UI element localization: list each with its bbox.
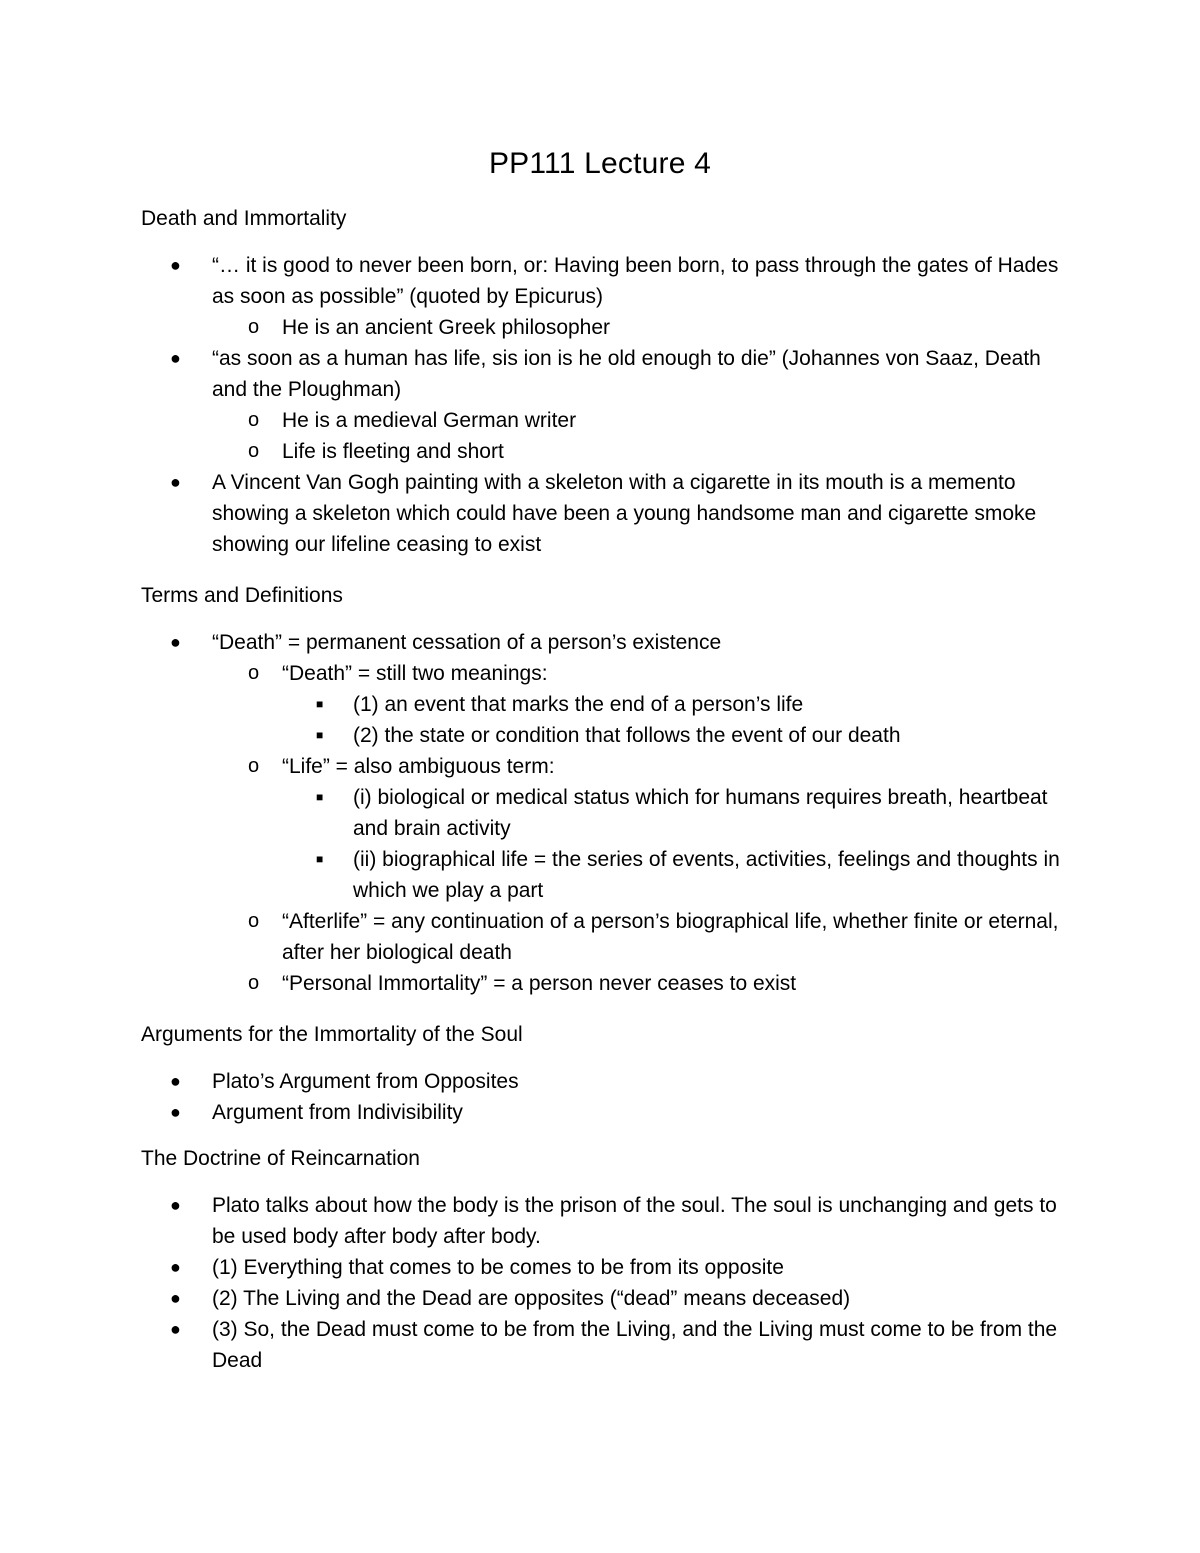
bullet-icon: ● bbox=[170, 1288, 181, 1308]
list-item-text: (1) an event that marks the end of a person’s life bbox=[353, 693, 804, 716]
section-heading: Death and Immortality bbox=[141, 207, 347, 230]
list-item bbox=[141, 405, 1061, 436]
section-doctrine-of-reincarnation bbox=[141, 1143, 1061, 1376]
bullet-list bbox=[141, 250, 1061, 560]
bullet-icon: ● bbox=[170, 1319, 181, 1339]
bullet-icon: ● bbox=[170, 632, 181, 652]
bullet-list bbox=[141, 627, 1061, 999]
square-bullet-icon: ■ bbox=[316, 697, 324, 711]
section-heading: Terms and Definitions bbox=[141, 584, 343, 607]
list-item bbox=[141, 844, 1061, 906]
square-bullet-icon: ■ bbox=[316, 852, 324, 866]
list-item bbox=[141, 1252, 1061, 1283]
list-item-text: “Afterlife” = any continuation of a person’s biographical life, whether finite or eternal, after her biological death bbox=[282, 910, 1059, 964]
list-item bbox=[141, 658, 1061, 689]
bullet-icon: ● bbox=[170, 472, 181, 492]
circle-bullet-icon: o bbox=[248, 316, 260, 338]
list-item bbox=[141, 1283, 1061, 1314]
list-item bbox=[141, 689, 1061, 720]
section-terms-and-definitions bbox=[141, 580, 1061, 999]
list-item bbox=[141, 1314, 1061, 1376]
list-item-text: “as soon as a human has life, sis ion is he old enough to die” (Johannes von Saaz, Death and the Ploughman) bbox=[212, 347, 1041, 401]
section-heading: The Doctrine of Reincarnation bbox=[141, 1147, 420, 1170]
list-item bbox=[141, 436, 1061, 467]
list-item-text: (ii) biographical life = the series of events, activities, feelings and thoughts in which we play a part bbox=[353, 848, 1060, 902]
list-item-text: He is an ancient Greek philosopher bbox=[282, 316, 611, 339]
list-item-text: “Life” = also ambiguous term: bbox=[282, 755, 555, 778]
circle-bullet-icon: o bbox=[248, 440, 260, 462]
list-item-text: (2) The Living and the Dead are opposites (“dead” means deceased) bbox=[212, 1287, 851, 1310]
section-death-and-immortality bbox=[141, 203, 1061, 560]
bullet-icon: ● bbox=[170, 1071, 181, 1091]
document-title: PP111 Lecture 4 bbox=[488, 147, 712, 180]
list-item bbox=[141, 312, 1061, 343]
list-item-text: “Death” = still two meanings: bbox=[282, 662, 548, 685]
list-item-text: He is a medieval German writer bbox=[282, 409, 577, 432]
circle-bullet-icon: o bbox=[248, 972, 260, 994]
list-item-text: Plato’s Argument from Opposites bbox=[212, 1070, 519, 1093]
list-item-text: Life is fleeting and short bbox=[282, 440, 504, 463]
list-item bbox=[141, 250, 1061, 312]
list-item-text: (i) biological or medical status which for humans requires breath, heartbeat and brain activity bbox=[353, 786, 1048, 840]
list-item bbox=[141, 1066, 1061, 1097]
list-item bbox=[141, 627, 1061, 658]
list-item-text: A Vincent Van Gogh painting with a skeleton with a cigarette in its mouth is a memento showing a skeleton which could have been a young handsome man and cigarette smoke showing our lifeline ceasing to exist bbox=[212, 471, 1037, 556]
list-item-text: (3) So, the Dead must come to be from the Living, and the Living must come to be from the Dead bbox=[212, 1318, 1058, 1372]
circle-bullet-icon: o bbox=[248, 910, 260, 932]
list-item-text: “Personal Immortality” = a person never ceases to exist bbox=[282, 972, 797, 995]
list-item bbox=[141, 720, 1061, 751]
section-heading: Arguments for the Immortality of the Soul bbox=[141, 1023, 523, 1046]
section-arguments-immortality bbox=[141, 1019, 1061, 1128]
bullet-icon: ● bbox=[170, 1195, 181, 1215]
list-item bbox=[141, 1097, 1061, 1128]
bullet-icon: ● bbox=[170, 255, 181, 275]
circle-bullet-icon: o bbox=[248, 755, 260, 777]
bullet-icon: ● bbox=[170, 348, 181, 368]
list-item-text: (2) the state or condition that follows the event of our death bbox=[353, 724, 901, 747]
list-item bbox=[141, 782, 1061, 844]
list-item bbox=[141, 751, 1061, 782]
square-bullet-icon: ■ bbox=[316, 790, 324, 804]
bullet-list bbox=[141, 1190, 1061, 1376]
list-item-text: Plato talks about how the body is the prison of the soul. The soul is unchanging and gets to be used body after body after body. bbox=[212, 1194, 1057, 1248]
list-item bbox=[141, 343, 1061, 405]
square-bullet-icon: ■ bbox=[316, 728, 324, 742]
list-item-text: Argument from Indivisibility bbox=[212, 1101, 463, 1124]
list-item-text: “Death” = permanent cessation of a person’s existence bbox=[212, 631, 722, 654]
list-item-text: (1) Everything that comes to be comes to be from its opposite bbox=[212, 1256, 784, 1279]
list-item bbox=[141, 1190, 1061, 1252]
bullet-icon: ● bbox=[170, 1102, 181, 1122]
bullet-icon: ● bbox=[170, 1257, 181, 1277]
list-item bbox=[141, 968, 1061, 999]
list-item bbox=[141, 467, 1061, 560]
circle-bullet-icon: o bbox=[248, 662, 260, 684]
list-item-text: “… it is good to never been born, or: Having been born, to pass through the gates of Hades as soon as possible” (quoted by Epicurus) bbox=[212, 254, 1059, 308]
bullet-list bbox=[141, 1066, 1061, 1128]
list-item bbox=[141, 906, 1061, 968]
circle-bullet-icon: o bbox=[248, 409, 260, 431]
